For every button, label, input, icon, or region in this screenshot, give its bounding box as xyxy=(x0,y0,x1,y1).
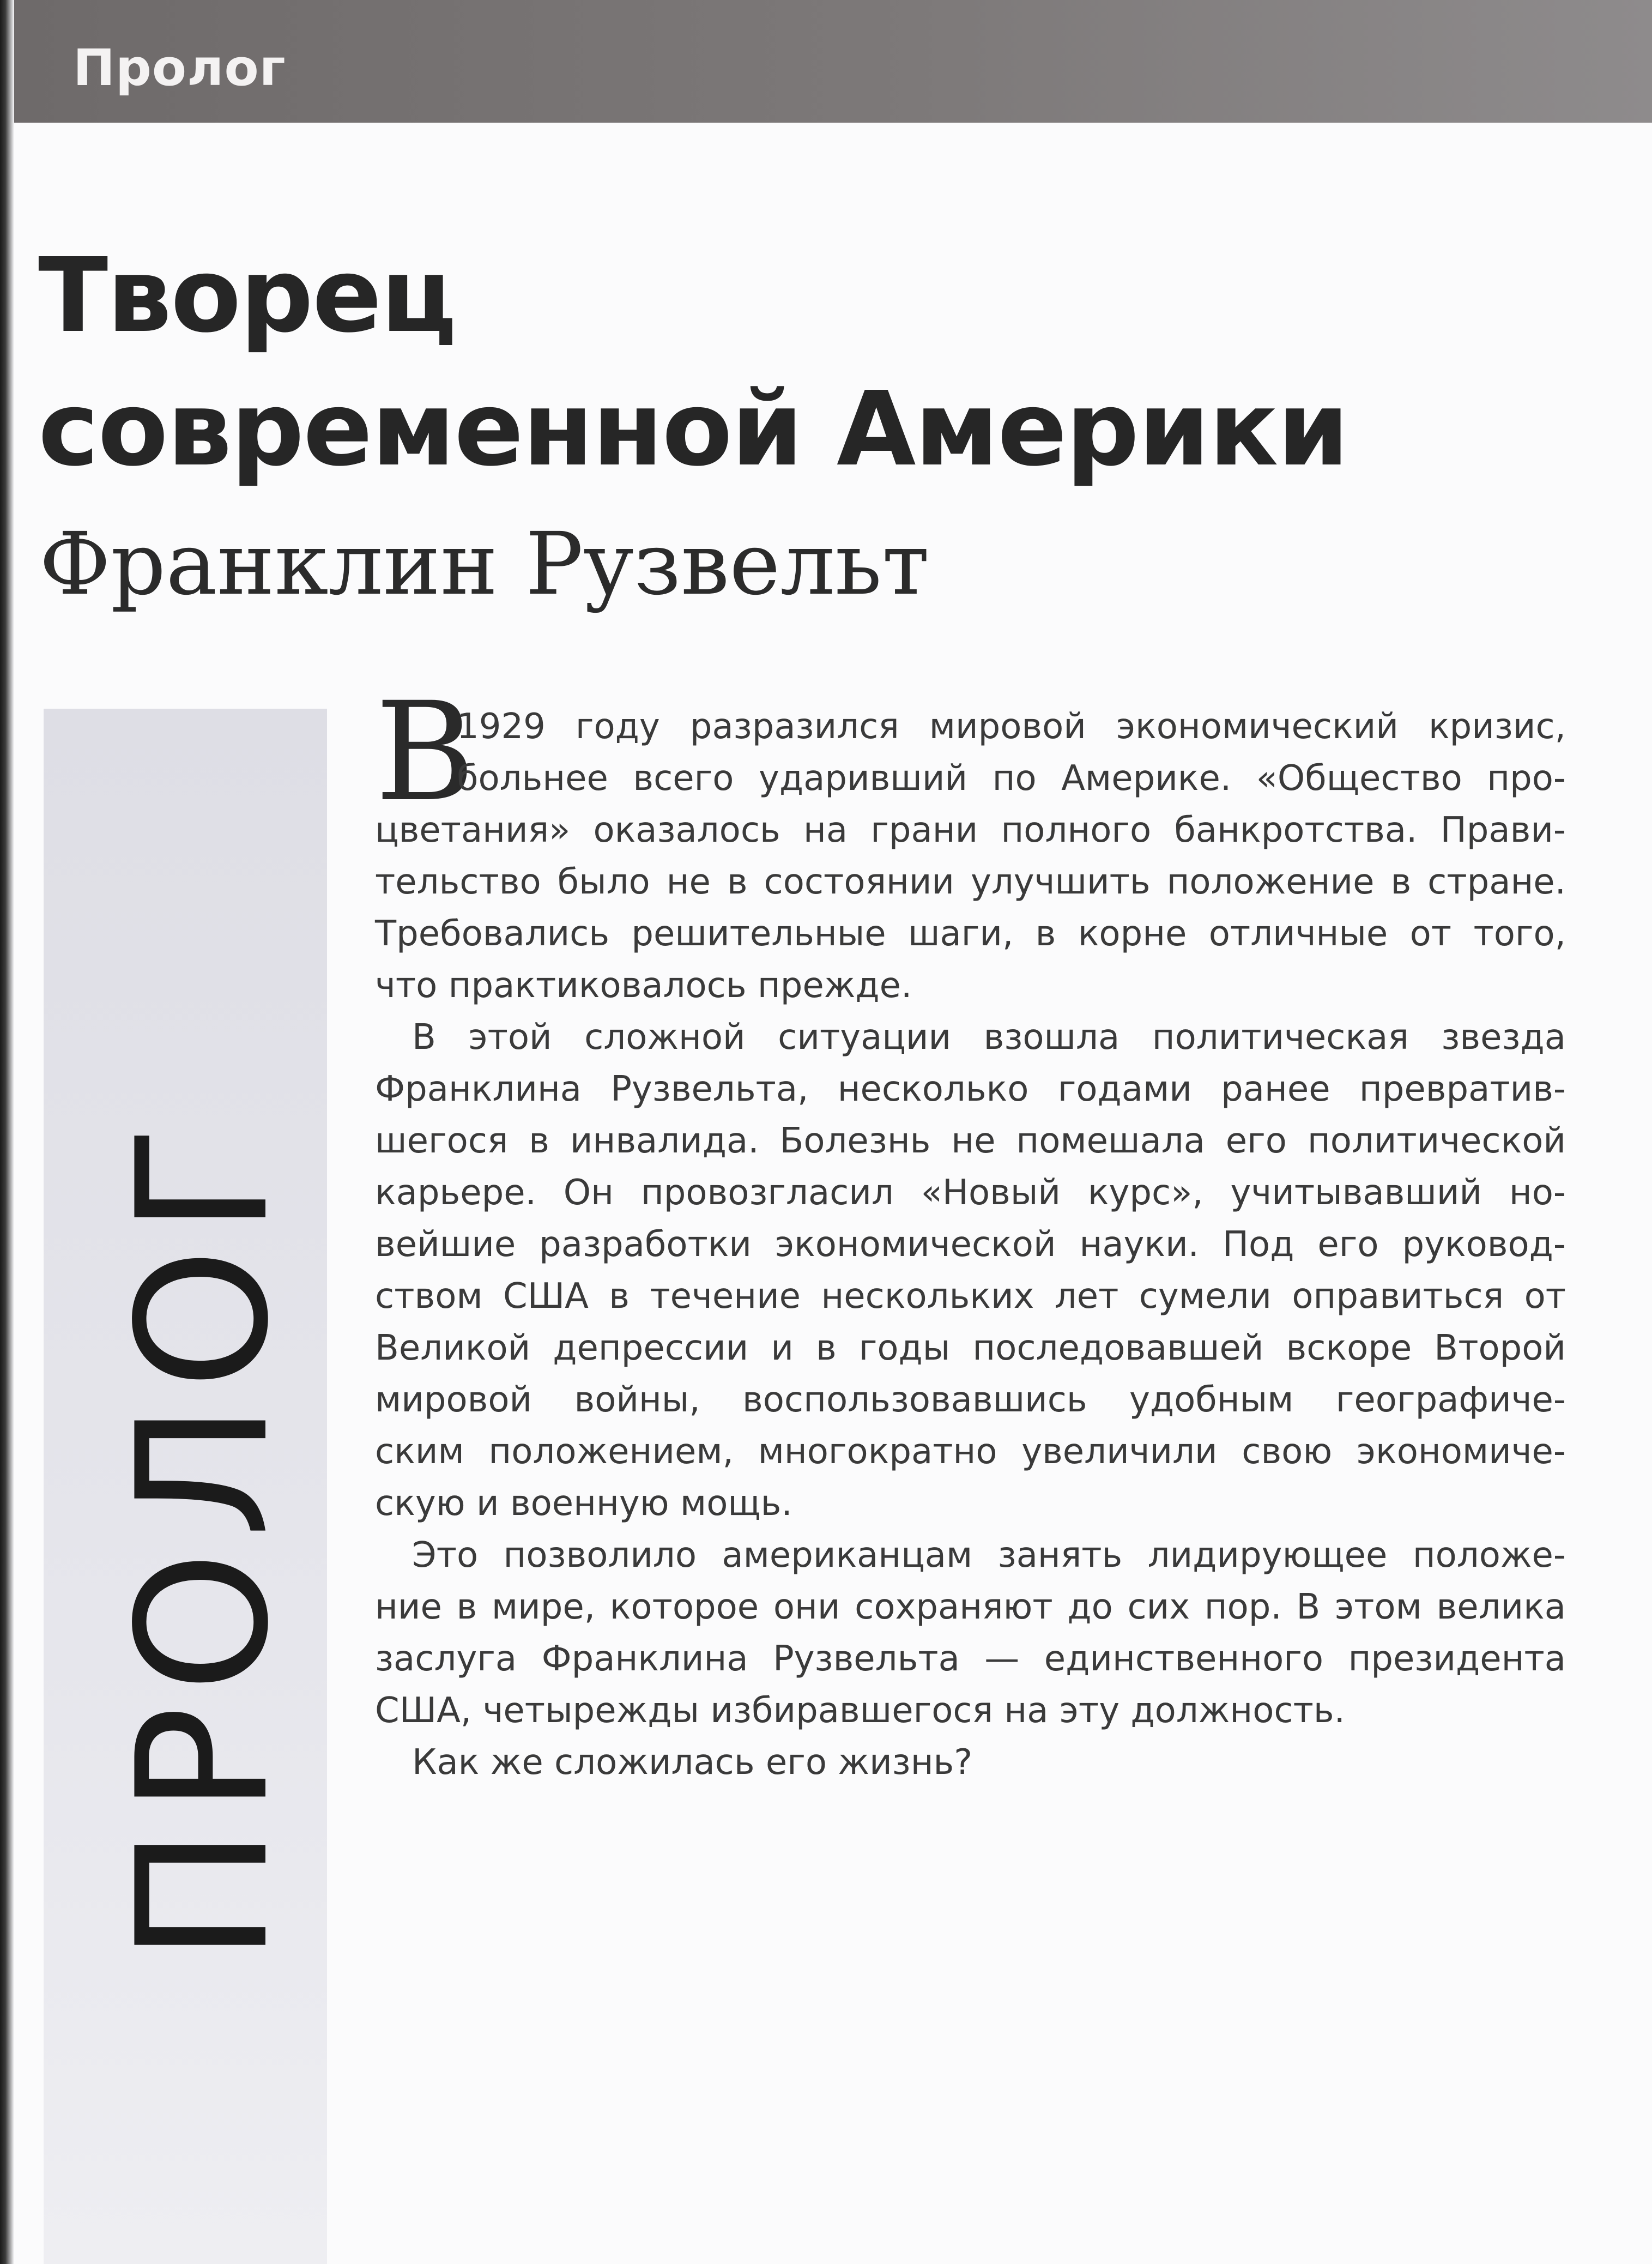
text-line: ние в мире, которое они сохраняют до сих пор. В этом велика xyxy=(375,1587,1566,1627)
text-line: Как же сложилась его жизнь? xyxy=(412,1742,973,1783)
running-header-label: Пролог xyxy=(73,39,286,97)
paragraph-2 xyxy=(375,1012,1566,1530)
text-line: Франклина Рузвельта, несколько годами ранее превратив- xyxy=(375,1069,1566,1109)
text-line: вейшие разработки экономической науки. Под его руковод- xyxy=(375,1224,1566,1265)
text-line: В этой сложной ситуации взошла политическая звезда xyxy=(412,1017,1566,1058)
text-line: мировой войны, воспользовавшись удобным географиче- xyxy=(375,1380,1566,1420)
vertical-section-word: ПРОЛОГ xyxy=(99,1112,308,1963)
chapter-title xyxy=(38,229,1564,496)
page-spine-shadow xyxy=(0,0,14,2264)
text-line: тельство было не в состоянии улучшить положение в стране. xyxy=(375,862,1566,902)
text-line: США, четырежды избиравшегося на эту должность. xyxy=(375,1691,1345,1731)
article-body xyxy=(375,701,1566,1789)
text-line: больнее всего ударивший по Америке. «Общество про- xyxy=(457,758,1566,799)
text-line: заслуга Франклина Рузвельта — единственного президента xyxy=(375,1639,1566,1679)
text-line: ским положением, многократно увеличили свою экономиче- xyxy=(375,1432,1566,1472)
text-line: цветания» оказалось на грани полного банкротства. Прави- xyxy=(375,810,1566,850)
text-line: Великой депрессии и в годы последовавшей вскоре Второй xyxy=(375,1328,1566,1368)
chapter-title-line-1: Творец xyxy=(38,236,456,355)
text-line: Это позволило американцам занять лидирующее положе- xyxy=(412,1535,1566,1575)
paragraph-4 xyxy=(375,1737,1566,1789)
text-line: карьере. Он провозгласил «Новый курс», учитывавший но- xyxy=(375,1173,1566,1213)
drop-cap: В xyxy=(375,673,475,831)
text-line: что практиковалось прежде. xyxy=(375,965,912,1006)
text-line: ством США в течение нескольких лет сумели оправиться от xyxy=(375,1276,1566,1317)
text-line: шегося в инвалида. Болезнь не помешала его политической xyxy=(375,1121,1566,1161)
text-line: Требовались решительные шаги, в корне отличные от того, xyxy=(375,914,1566,954)
chapter-title-line-2: современной Америки xyxy=(38,370,1348,489)
chapter-subtitle: Франклин Рузвельт xyxy=(39,514,930,614)
running-header xyxy=(14,0,1652,123)
text-line: 1929 году разразился мировой экономический кризис, xyxy=(457,707,1566,747)
paragraph-1 xyxy=(375,701,1566,805)
text-line: скую и военную мощь. xyxy=(375,1483,792,1524)
paragraph-1-continued xyxy=(375,805,1566,1012)
paragraph-3 xyxy=(375,1530,1566,1737)
